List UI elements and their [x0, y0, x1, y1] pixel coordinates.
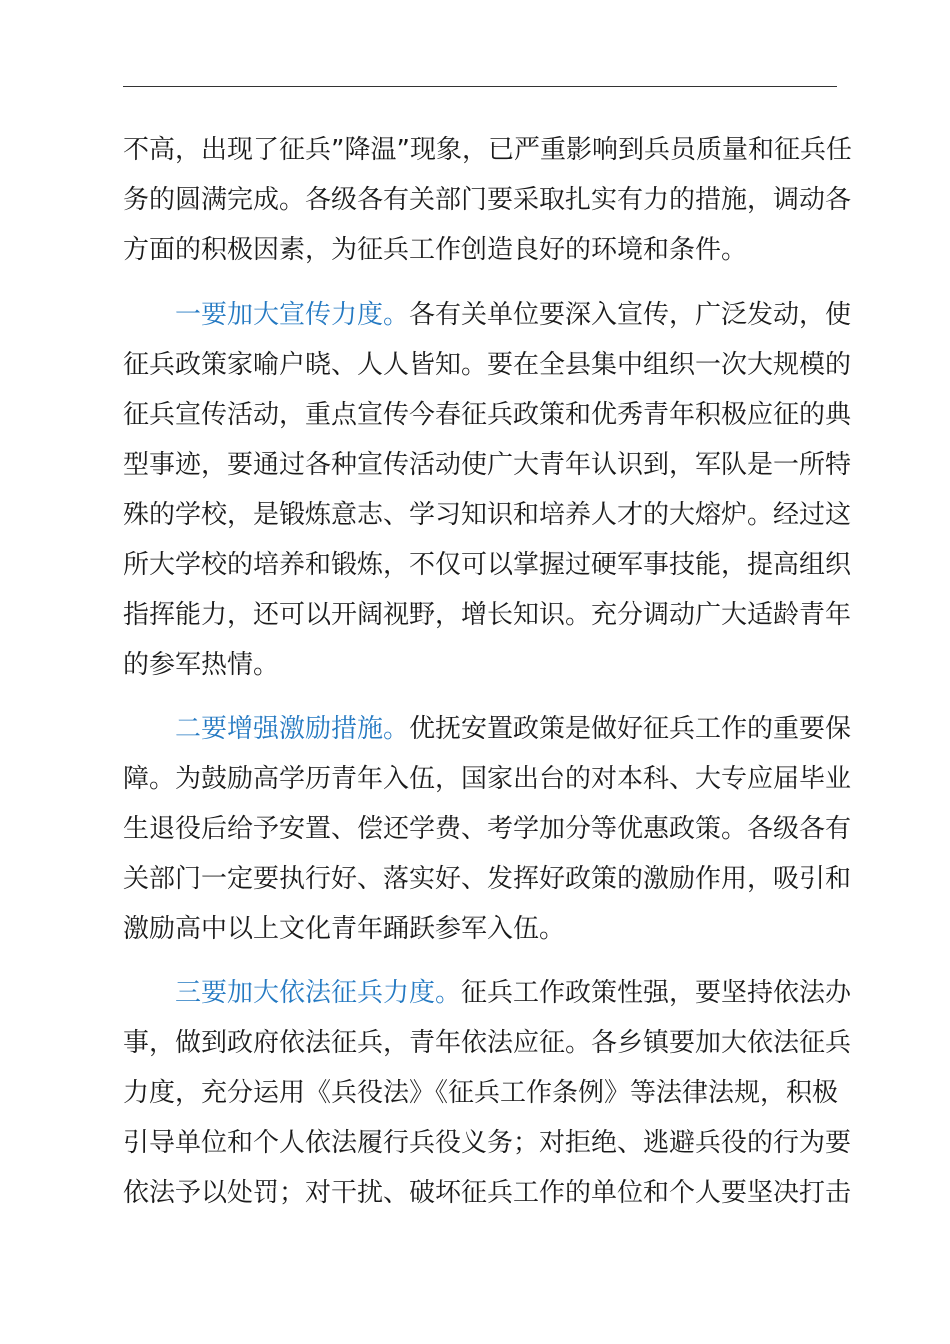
paragraph-2-line-1	[175, 298, 852, 332]
paragraph-2-line-8: 的参军热情。	[123, 650, 280, 680]
paragraph-4-line-1	[175, 976, 852, 1010]
paragraph-1-line-2: 务的圆满完成。各级各有关部门要采取扎实有力的措施，调动各	[123, 185, 852, 215]
paragraph-3-line-3: 生退役后给予安置、偿还学费、考学加分等优惠政策。各级各有	[123, 814, 852, 844]
header-rule	[123, 86, 837, 87]
paragraph-3-line-4: 关部门一定要执行好、落实好、发挥好政策的激励作用，吸引和	[123, 864, 852, 894]
paragraph-4-line-2: 事，做到政府依法征兵，青年依法应征。各乡镇要加大依法征兵	[123, 1028, 852, 1058]
paragraph-2-line-3: 征兵宣传活动，重点宣传今春征兵政策和优秀青年积极应征的典	[123, 400, 852, 430]
paragraph-2-line-2: 征兵政策家喻户晓、人人皆知。要在全县集中组织一次大规模的	[123, 350, 852, 380]
paragraph-3-text-1: 优抚安置政策是做好征兵工作的重要保	[409, 714, 852, 744]
paragraph-2-line-4: 型事迹，要通过各种宣传活动使广大青年认识到，军队是一所特	[123, 450, 852, 480]
paragraph-1-line-1: 不高，出现了征兵”降温”现象，已严重影响到兵员质量和征兵任	[123, 135, 852, 165]
paragraph-2-line-7: 指挥能力，还可以开阔视野，增长知识。充分调动广大适龄青年	[123, 600, 852, 630]
section-heading-3: 三要加大依法征兵力度。	[175, 978, 462, 1008]
section-heading-1: 一要加大宣传力度。	[175, 300, 410, 330]
paragraph-1-line-3: 方面的积极因素，为征兵工作创造良好的环境和条件。	[123, 235, 748, 265]
paragraph-4-line-3: 力度，充分运用《兵役法》《征兵工作条例》等法律法规，积极	[123, 1078, 839, 1108]
paragraph-4-line-5: 依法予以处罚；对干扰、破坏征兵工作的单位和个人要坚决打击	[123, 1178, 852, 1208]
paragraph-3-line-2: 障。为鼓励高学历青年入伍，国家出台的对本科、大专应届毕业	[123, 764, 852, 794]
section-heading-2: 二要增强激励措施。	[175, 714, 410, 744]
paragraph-2-text-1: 各有关单位要深入宣传，广泛发动，使	[409, 300, 852, 330]
paragraph-2-line-5: 殊的学校，是锻炼意志、学习知识和培养人才的大熔炉。经过这	[123, 500, 852, 530]
paragraph-4-text-1: 征兵工作政策性强，要坚持依法办	[461, 978, 852, 1008]
paragraph-2-line-6: 所大学校的培养和锻炼，不仅可以掌握过硬军事技能，提高组织	[123, 550, 852, 580]
paragraph-4-line-4: 引导单位和个人依法履行兵役义务；对拒绝、逃避兵役的行为要	[123, 1128, 852, 1158]
paragraph-3-line-1	[175, 712, 852, 746]
paragraph-3-line-5: 激励高中以上文化青年踊跃参军入伍。	[123, 914, 566, 944]
